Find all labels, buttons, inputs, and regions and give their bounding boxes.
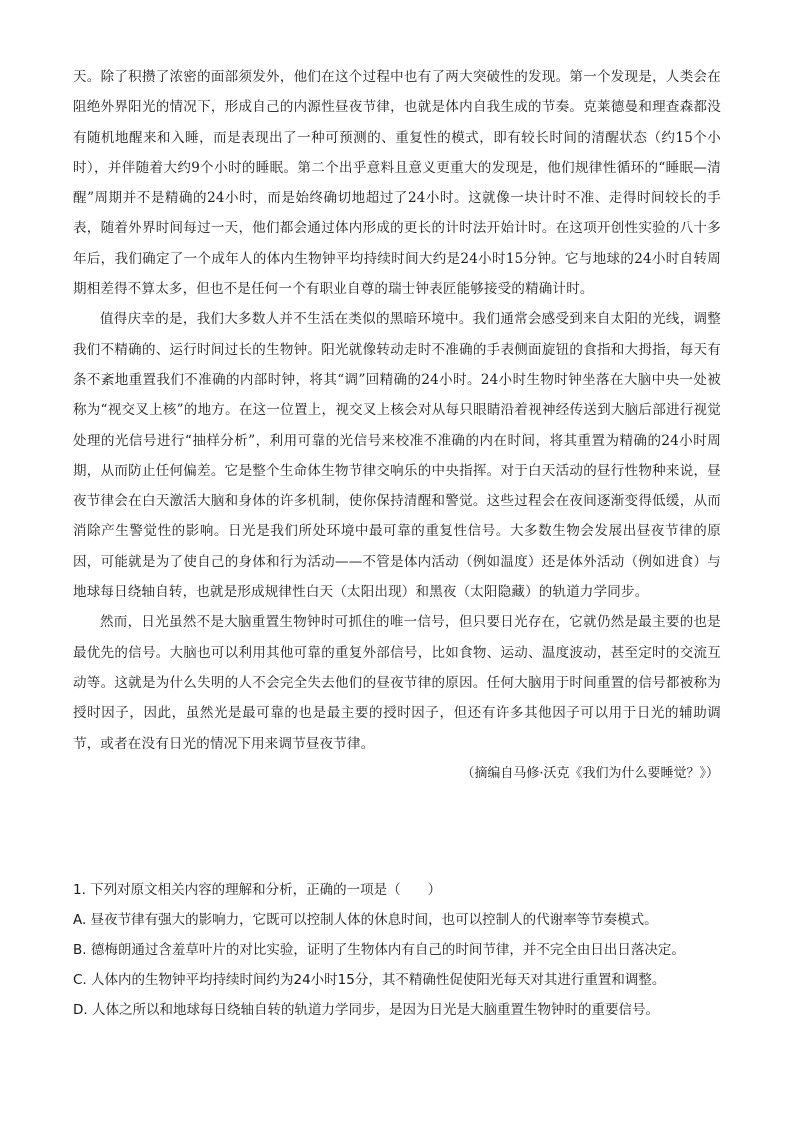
question-1	[73, 875, 721, 1025]
passage-paragraph-1: 天。除了积攒了浓密的面部须发外，他们在这个过程中也有了两大突破性的发现。第一个发现是，人类会在阻绝外界阳光的情况下，形成自己的内源性昼夜节律，也就是体内自我生成的节奏。克莱德曼和理查森都没有随机地醒来和入睡，而是表现出了一种可预测的、重复性的模式，即有较长时间的清醒状态（约15个小时），并伴随着大约9个小时的睡眠。第二个出乎意料且意义更重大的发现是，他们规律性循环的“睡眠—清醒”周期并不是精确的24小时，而是始终确切地超过了24小时。这就像一块计时不准、走得时间较长的手表，随着外界时间每过一天，他们都会通过体内形成的更长的计时法开始计时。在这项开创性实验的八十多年后，我们确定了一个成年人的体内生物钟平均持续时间大约是24小时15分钟。它与地球的24小时自转周期相差得不算太多，但也不是任何一个有职业自尊的瑞士钟表匠能够接受的精确计时。	[73, 69, 721, 298]
option-c[interactable]: C. 人体内的生物钟平均持续时间约为24小时15分，其不精确性促使阳光每天对其进行重置和调整。	[73, 972, 666, 988]
passage-source: （摘编自马修·沃克《我们为什么要睡觉？》）	[461, 765, 719, 781]
passage	[73, 62, 721, 789]
question-stem: 1. 下列对原文相关内容的理解和分析，正确的一项是（ ）	[73, 882, 442, 898]
option-b[interactable]: B. 德梅朗通过含羞草叶片的对比实验，证明了生物体内有自己的时间节律，并不完全由日出日落决定。	[73, 942, 685, 958]
passage-paragraph-2: 值得庆幸的是，我们大多数人并不生活在类似的黑暗环境中。我们通常会感受到来自太阳的光线，调整我们不精确的、运行时间过长的生物钟。阳光就像转动走时不准确的手表侧面旋钮的食指和大拇指，每天有条不紊地重置我们不准确的内部时钟，将其“调”回精确的24小时。24小时生物时钟坐落在大脑中央一处被称为“视交叉上核”的地方。在这一位置上，视交叉上核会对从每只眼睛沿着视神经传送到大脑后部进行视觉处理的光信号进行“抽样分析”，利用可靠的光信号来校准不准确的内在时间，将其重置为精确的24小时周期，从而防止任何偏差。它是整个生命体生物节律交响乐的中央指挥。对于白天活动的昼行性物种来说，昼夜节律会在白天激活大脑和身体的许多机制，使你保持清醒和警觉。这些过程会在夜间逐渐变得低缓，从而消除产生警觉性的影响。日光是我们所处环境中最可靠的重复性信号。大多数生物会发展出昼夜节律的原因，可能就是为了使自己的身体和行为活动——不管是体内活动（例如温度）还是体外活动（例如进食）与地球每日绕轴自转，也就是形成规律性白天（太阳出现）和黑夜（太阳隐藏）的轨道力学同步。	[73, 311, 721, 601]
option-d[interactable]: D. 人体之所以和地球每日绕轴自转的轨道力学同步，是因为日光是大脑重置生物钟时的重要信号。	[73, 1002, 659, 1018]
option-a[interactable]: A. 昼夜节律有强大的影响力，它既可以控制人体的休息时间，也可以控制人的代谢率等节奏模式。	[73, 912, 658, 928]
passage-paragraph-3: 然而，日光虽然不是大脑重置生物钟时可抓住的唯一信号，但只要日光存在，它就仍然是最主要的也是最优先的信号。大脑也可以利用其他可靠的重复外部信号，比如食物、运动、温度波动，甚至定时的交流互动等。这就是为什么失明的人不会完全失去他们的昼夜节律的原因。任何大脑用于时间重置的信号都被称为授时因子，因此，虽然光是最可靠的也是最主要的授时因子，但还有许多其他因子可以用于日光的辅助调节，或者在没有日光的情况下用来调节昼夜节律。	[73, 614, 721, 752]
